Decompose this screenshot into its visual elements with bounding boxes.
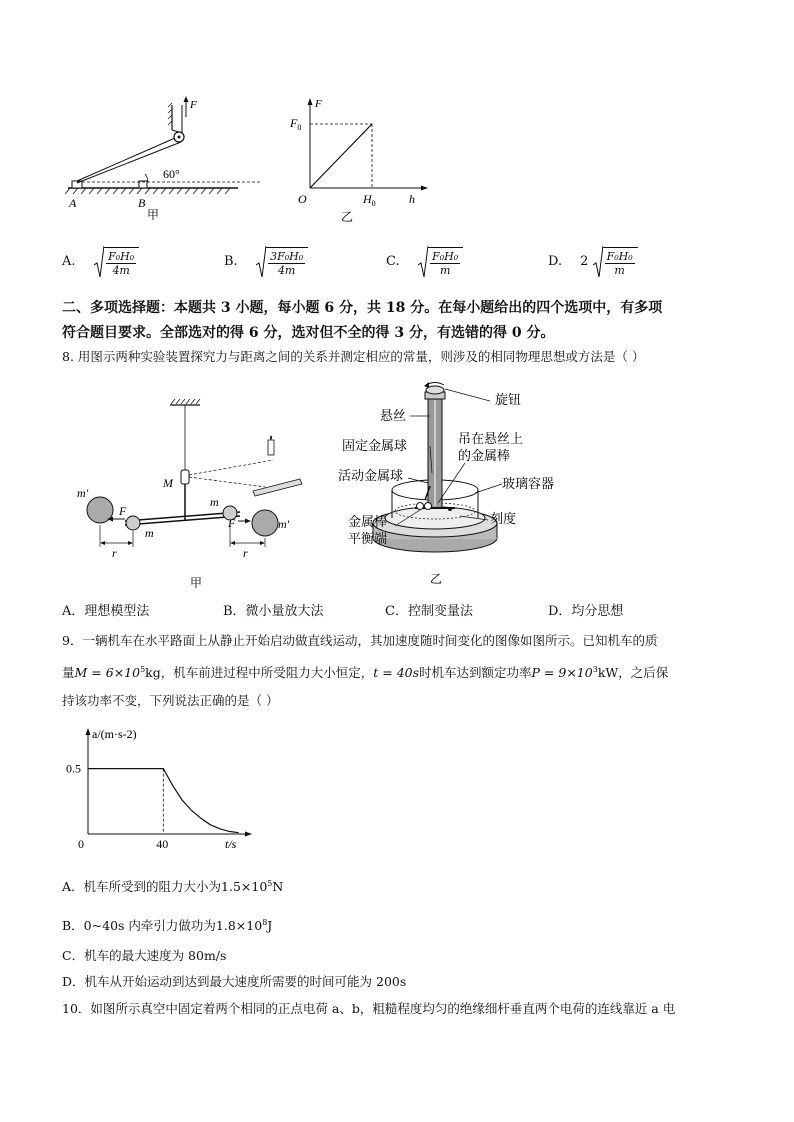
q8-option-d[interactable]: D．均分思想 <box>548 604 624 619</box>
q9-acceleration-chart <box>60 722 260 857</box>
h0-label: $H_0$ <box>363 192 376 208</box>
y-axis-label: a/(m·s-2) <box>92 727 137 741</box>
m-right-label: m <box>210 495 219 509</box>
point-b-label: B <box>138 196 146 210</box>
figure-8-yi <box>330 378 560 593</box>
q8-option-c[interactable]: C．控制变量法 <box>385 604 473 619</box>
q10-stem-line1: 10．如图所示真空中固定着两个相同的正点电荷 a、b，粗糙程度均匀的绝缘细杆垂直两个电荷的连线靠近 a 电 <box>62 1001 676 1016</box>
mirror-m-label: M <box>163 476 173 490</box>
m-left-label: m <box>145 526 154 540</box>
y-tick-05-label: 0.5 <box>66 761 81 776</box>
hanging-rod-label-2: 的金属棒 <box>458 448 511 463</box>
point-a-label: A <box>69 196 77 210</box>
sqrt-symbol-icon: $\frac{\text{F₀H₀}}{4m}$ <box>94 245 139 279</box>
wire-label: 悬丝 <box>380 408 407 423</box>
axis-f-label: F <box>315 98 322 110</box>
q7-option-d[interactable]: D. 2 $\frac{\text{F₀H₀}}{m}$ <box>548 245 638 281</box>
section-2-heading-line1: 二、多项选择题：本题共 3 小题，每小题 6 分，共 18 分。在每小题给出的四个选项中，有多项 <box>62 300 663 316</box>
figure-7-jia <box>60 95 260 220</box>
x-axis-arrow-icon <box>245 832 252 837</box>
rod-label-2: 平衡端 <box>348 531 388 546</box>
q7-option-c[interactable]: C. $\frac{\text{F₀H₀}}{m}$ <box>386 245 463 281</box>
q9-option-c[interactable]: C．机车的最大速度为 80m/s <box>62 948 227 963</box>
force-label: F <box>190 99 197 111</box>
angle-label: 60° <box>163 167 180 181</box>
m-prime-right-label: m′ <box>278 517 290 531</box>
movable-ball-label: 活动金属球 <box>338 468 404 483</box>
caption-yi: 乙 <box>341 210 354 224</box>
r-left-label: r <box>112 546 117 560</box>
q7-option-a[interactable]: A. $\frac{\text{F₀H₀}}{4m}$ <box>62 245 139 281</box>
sqrt-symbol-icon: $\frac{\text{F₀H₀}}{m}$ <box>418 245 463 279</box>
figure-8-jia <box>75 395 315 595</box>
m-prime-left-label: m′ <box>77 486 89 500</box>
q8-stem: 8. 用图示两种实验装置探究力与距离之间的关系并测定相应的常量，则涉及的相同物理思想或方法是（ ） <box>62 349 645 364</box>
q9-stem-line3: 持该功率不变，下列说法正确的是（ ） <box>62 693 279 708</box>
axis-h-label: h <box>409 192 415 206</box>
f-right-label: F <box>228 516 236 530</box>
figure-7-yi <box>285 95 435 225</box>
hanging-rod-label-1: 吊在悬丝上 <box>458 431 524 446</box>
origin-label: O <box>298 192 307 206</box>
y-axis-arrow-icon <box>86 728 91 735</box>
origin-label: 0 <box>78 837 84 851</box>
caption-8-yi: 乙 <box>430 572 443 586</box>
q8-option-b[interactable]: B．微小量放大法 <box>223 604 324 619</box>
q9-option-b[interactable]: B．0~40s 内牵引力做功为$1.8\times 10^8J$ <box>62 918 273 934</box>
sqrt-symbol-icon: $\frac{\text{3F₀H₀}}{4m}$ <box>256 245 308 279</box>
x-tick-40-label: 40 <box>156 837 169 851</box>
q9-option-a[interactable]: A．机车所受到的阻力大小为$1.5\times 10^5N$ <box>62 879 284 895</box>
fixed-ball-label: 固定金属球 <box>342 438 408 453</box>
x-axis-label: t/s <box>225 837 237 851</box>
f-left-label: F <box>119 504 127 518</box>
scale-label: 刻度 <box>490 511 517 526</box>
sqrt-symbol-icon: $\frac{\text{F₀H₀}}{m}$ <box>593 245 638 279</box>
q9-option-d[interactable]: D．机车从开始运动到达到最大速度所需要的时间可能为 200s <box>62 974 407 989</box>
f0-label: $F_0$ <box>290 116 302 132</box>
q9-stem-line1: 9．一辆机车在水平路面上从静止开始启动做直线运动，其加速度随时间变化的图像如图所示。已知机车的质 <box>62 633 658 648</box>
rod-label-1: 金属棒 <box>348 514 388 529</box>
r-right-label: r <box>243 546 248 560</box>
q8-option-a[interactable]: A．理想模型法 <box>62 604 150 619</box>
caption-8-jia: 甲 <box>190 576 203 590</box>
caption-jia: 甲 <box>147 208 160 220</box>
q7-option-b[interactable]: B. $\frac{\text{3F₀H₀}}{4m}$ <box>224 245 308 281</box>
section-2-heading-line2: 符合题目要求。全部选对的得 6 分，选对但不全的得 3 分，有选错的得 0 分。 <box>62 325 555 341</box>
glass-container-label: 玻璃容器 <box>502 476 555 491</box>
q9-stem-line2: 量$M = 6\times 10^5kg$，机车前进过程中所受阻力大小恒定，t = 40s时机车达到额定功率$P = 9\times 10^3kW$，之后保 <box>62 665 669 681</box>
knob-label: 旋钮 <box>495 392 522 407</box>
